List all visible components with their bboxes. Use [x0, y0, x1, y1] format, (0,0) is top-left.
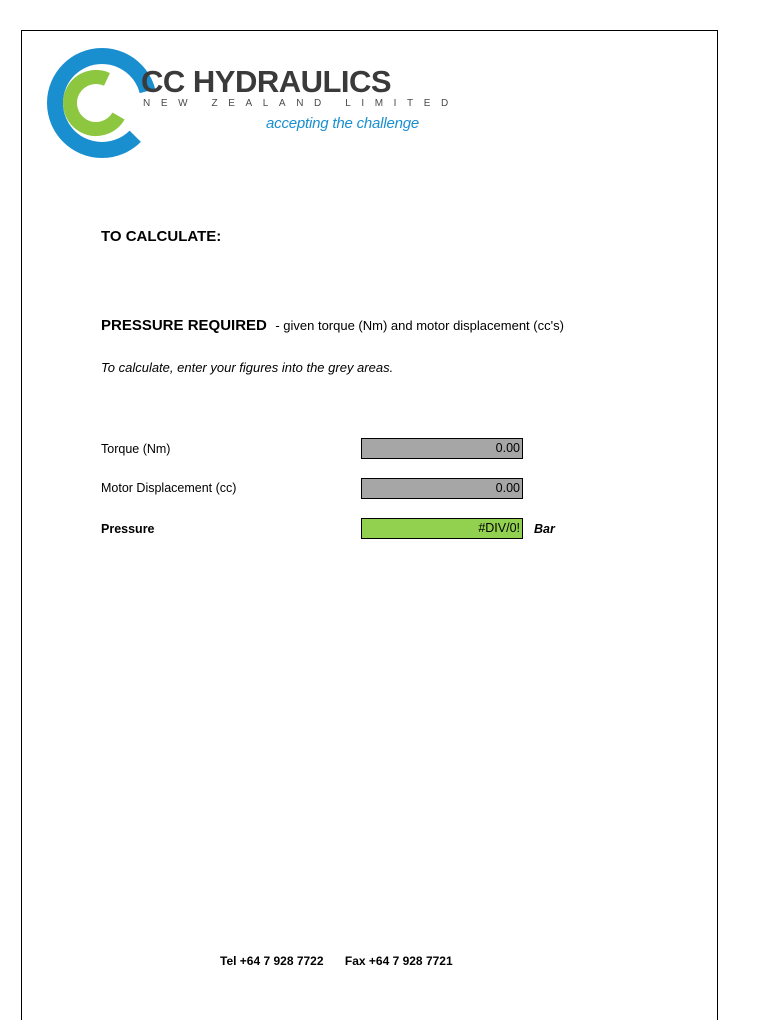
pressure-unit: Bar: [534, 522, 555, 536]
torque-label: Torque (Nm): [101, 442, 171, 456]
section-title: PRESSURE REQUIRED: [101, 317, 267, 334]
pressure-label: Pressure: [101, 522, 155, 536]
section-header: [101, 318, 564, 334]
displacement-input[interactable]: 0.00: [361, 478, 523, 499]
brand-subtitle: NEW ZEALAND LIMITED: [143, 98, 459, 109]
footer-fax: Fax +64 7 928 7721: [344, 954, 453, 968]
brand-tagline: accepting the challenge: [266, 115, 420, 132]
footer-tel: Tel +64 7 928 7722: [220, 954, 324, 968]
page-heading: TO CALCULATE:: [101, 228, 222, 245]
torque-input[interactable]: 0.00: [361, 438, 523, 459]
instruction-text: To calculate, enter your figures into the grey areas.: [101, 360, 394, 375]
brand-name: CC HYDRAULICS: [141, 64, 392, 99]
footer-contact: [220, 955, 453, 967]
pressure-result: #DIV/0!: [361, 518, 523, 539]
section-subtitle: - given torque (Nm) and motor displacement (cc's): [275, 318, 564, 333]
displacement-label: Motor Displacement (cc): [101, 481, 237, 495]
